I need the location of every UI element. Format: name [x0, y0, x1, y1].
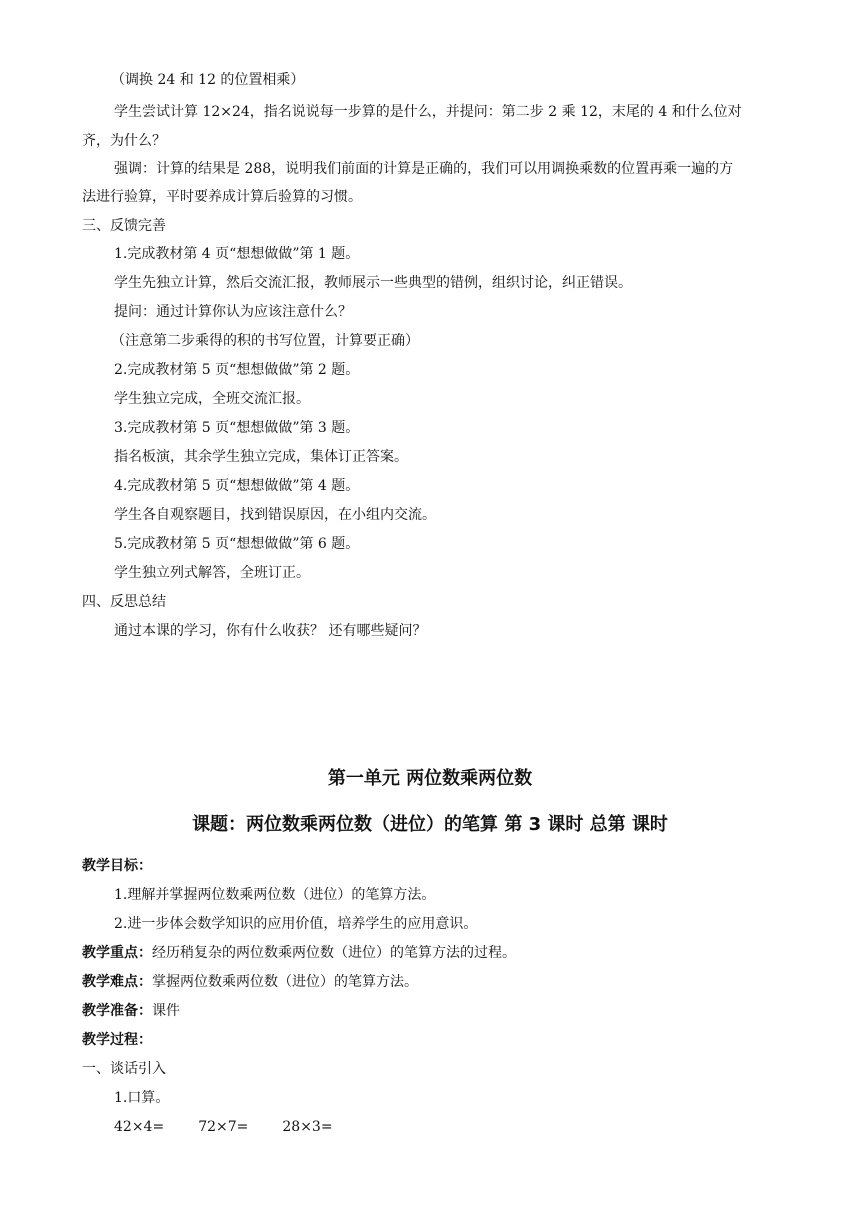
paragraph: 学生先独立计算，然后交流汇报，教师展示一些典型的错例，组织讨论，纠正错误。 — [114, 275, 632, 291]
focus-label: 教学重点： — [82, 945, 152, 961]
list-item: 5.完成教材第 5 页“想想做做”第 6 题。 — [114, 536, 360, 552]
calc-item: 72×7= — [198, 1119, 249, 1135]
paragraph: 学生独立列式解答，全班订正。 — [114, 565, 310, 581]
calc-item: 42×4= — [114, 1119, 165, 1135]
difficulty-label: 教学难点： — [82, 974, 152, 990]
difficulty-text: 掌握两位数乘两位数（进位）的笔算方法。 — [152, 974, 418, 990]
focus-text: 经历稍复杂的两位数乘两位数（进位）的笔算方法的过程。 — [152, 945, 516, 961]
goals-heading — [82, 852, 782, 881]
paragraph: 通过本课的学习，你有什么收获？ 还有哪些疑问？ — [114, 623, 427, 639]
list-item: 1.完成教材第 4 页“想想做做”第 1 题。 — [114, 246, 360, 262]
paragraph: 学生尝试计算 12×24，指名说说每一步算的是什么，并提问：第二步 2 乘 12，末尾的 4 和什么位对 — [114, 104, 742, 120]
goals-label: 教学目标： — [82, 858, 152, 874]
goal-item: 1.理解并掌握两位数乘两位数（进位）的笔算方法。 — [114, 887, 436, 903]
paragraph: （注意第二步乘得的积的书写位置，计算要正确） — [111, 333, 419, 349]
paragraph: 学生各自观察题目，找到错误原因，在小组内交流。 — [114, 507, 436, 523]
section-heading: 四、反思总结 — [82, 594, 166, 610]
difficulty-line — [82, 968, 782, 997]
prep-text: 课件 — [152, 1003, 180, 1019]
list-item: 3.完成教材第 5 页“想想做做”第 3 题。 — [114, 420, 360, 436]
section-heading: 一、谈话引入 — [82, 1061, 166, 1077]
process-label: 教学过程： — [82, 1032, 152, 1048]
goal-item: 2.进一步体会数学知识的应用价值，培养学生的应用意识。 — [114, 916, 478, 932]
paragraph: 强调：计算的结果是 288，说明我们前面的计算是正确的，我们可以用调换乘数的位置再乘一遍的方 — [114, 161, 734, 177]
paragraph: 法进行验算，平时要养成计算后验算的习惯。 — [82, 189, 362, 205]
prep-label: 教学准备： — [82, 1003, 152, 1019]
focus-line — [82, 939, 782, 968]
list-item: 1.口算。 — [114, 1090, 170, 1106]
list-item: 4.完成教材第 5 页“想想做做”第 4 题。 — [114, 478, 360, 494]
unit-title: 第一单元 两位数乘两位数 — [327, 768, 533, 789]
paragraph: 指名板演，其余学生独立完成，集体订正答案。 — [114, 449, 408, 465]
section-heading: 三、反馈完善 — [82, 218, 166, 234]
list-item: 2.完成教材第 5 页“想想做做”第 2 题。 — [114, 362, 360, 378]
calc-item: 28×3= — [282, 1119, 333, 1135]
mental-calc-row — [114, 1113, 814, 1142]
paragraph: 齐，为什么？ — [82, 133, 166, 149]
paragraph: 学生独立完成，全班交流汇报。 — [114, 391, 310, 407]
prep-line — [82, 997, 782, 1026]
lesson-title: 课题：两位数乘两位数（进位）的笔算 第 3 课时 总第 课时 — [192, 814, 668, 835]
paragraph: 提问：通过计算你认为应该注意什么？ — [114, 304, 352, 320]
paragraph: （调换 24 和 12 的位置相乘） — [111, 72, 305, 88]
process-heading — [82, 1026, 782, 1055]
